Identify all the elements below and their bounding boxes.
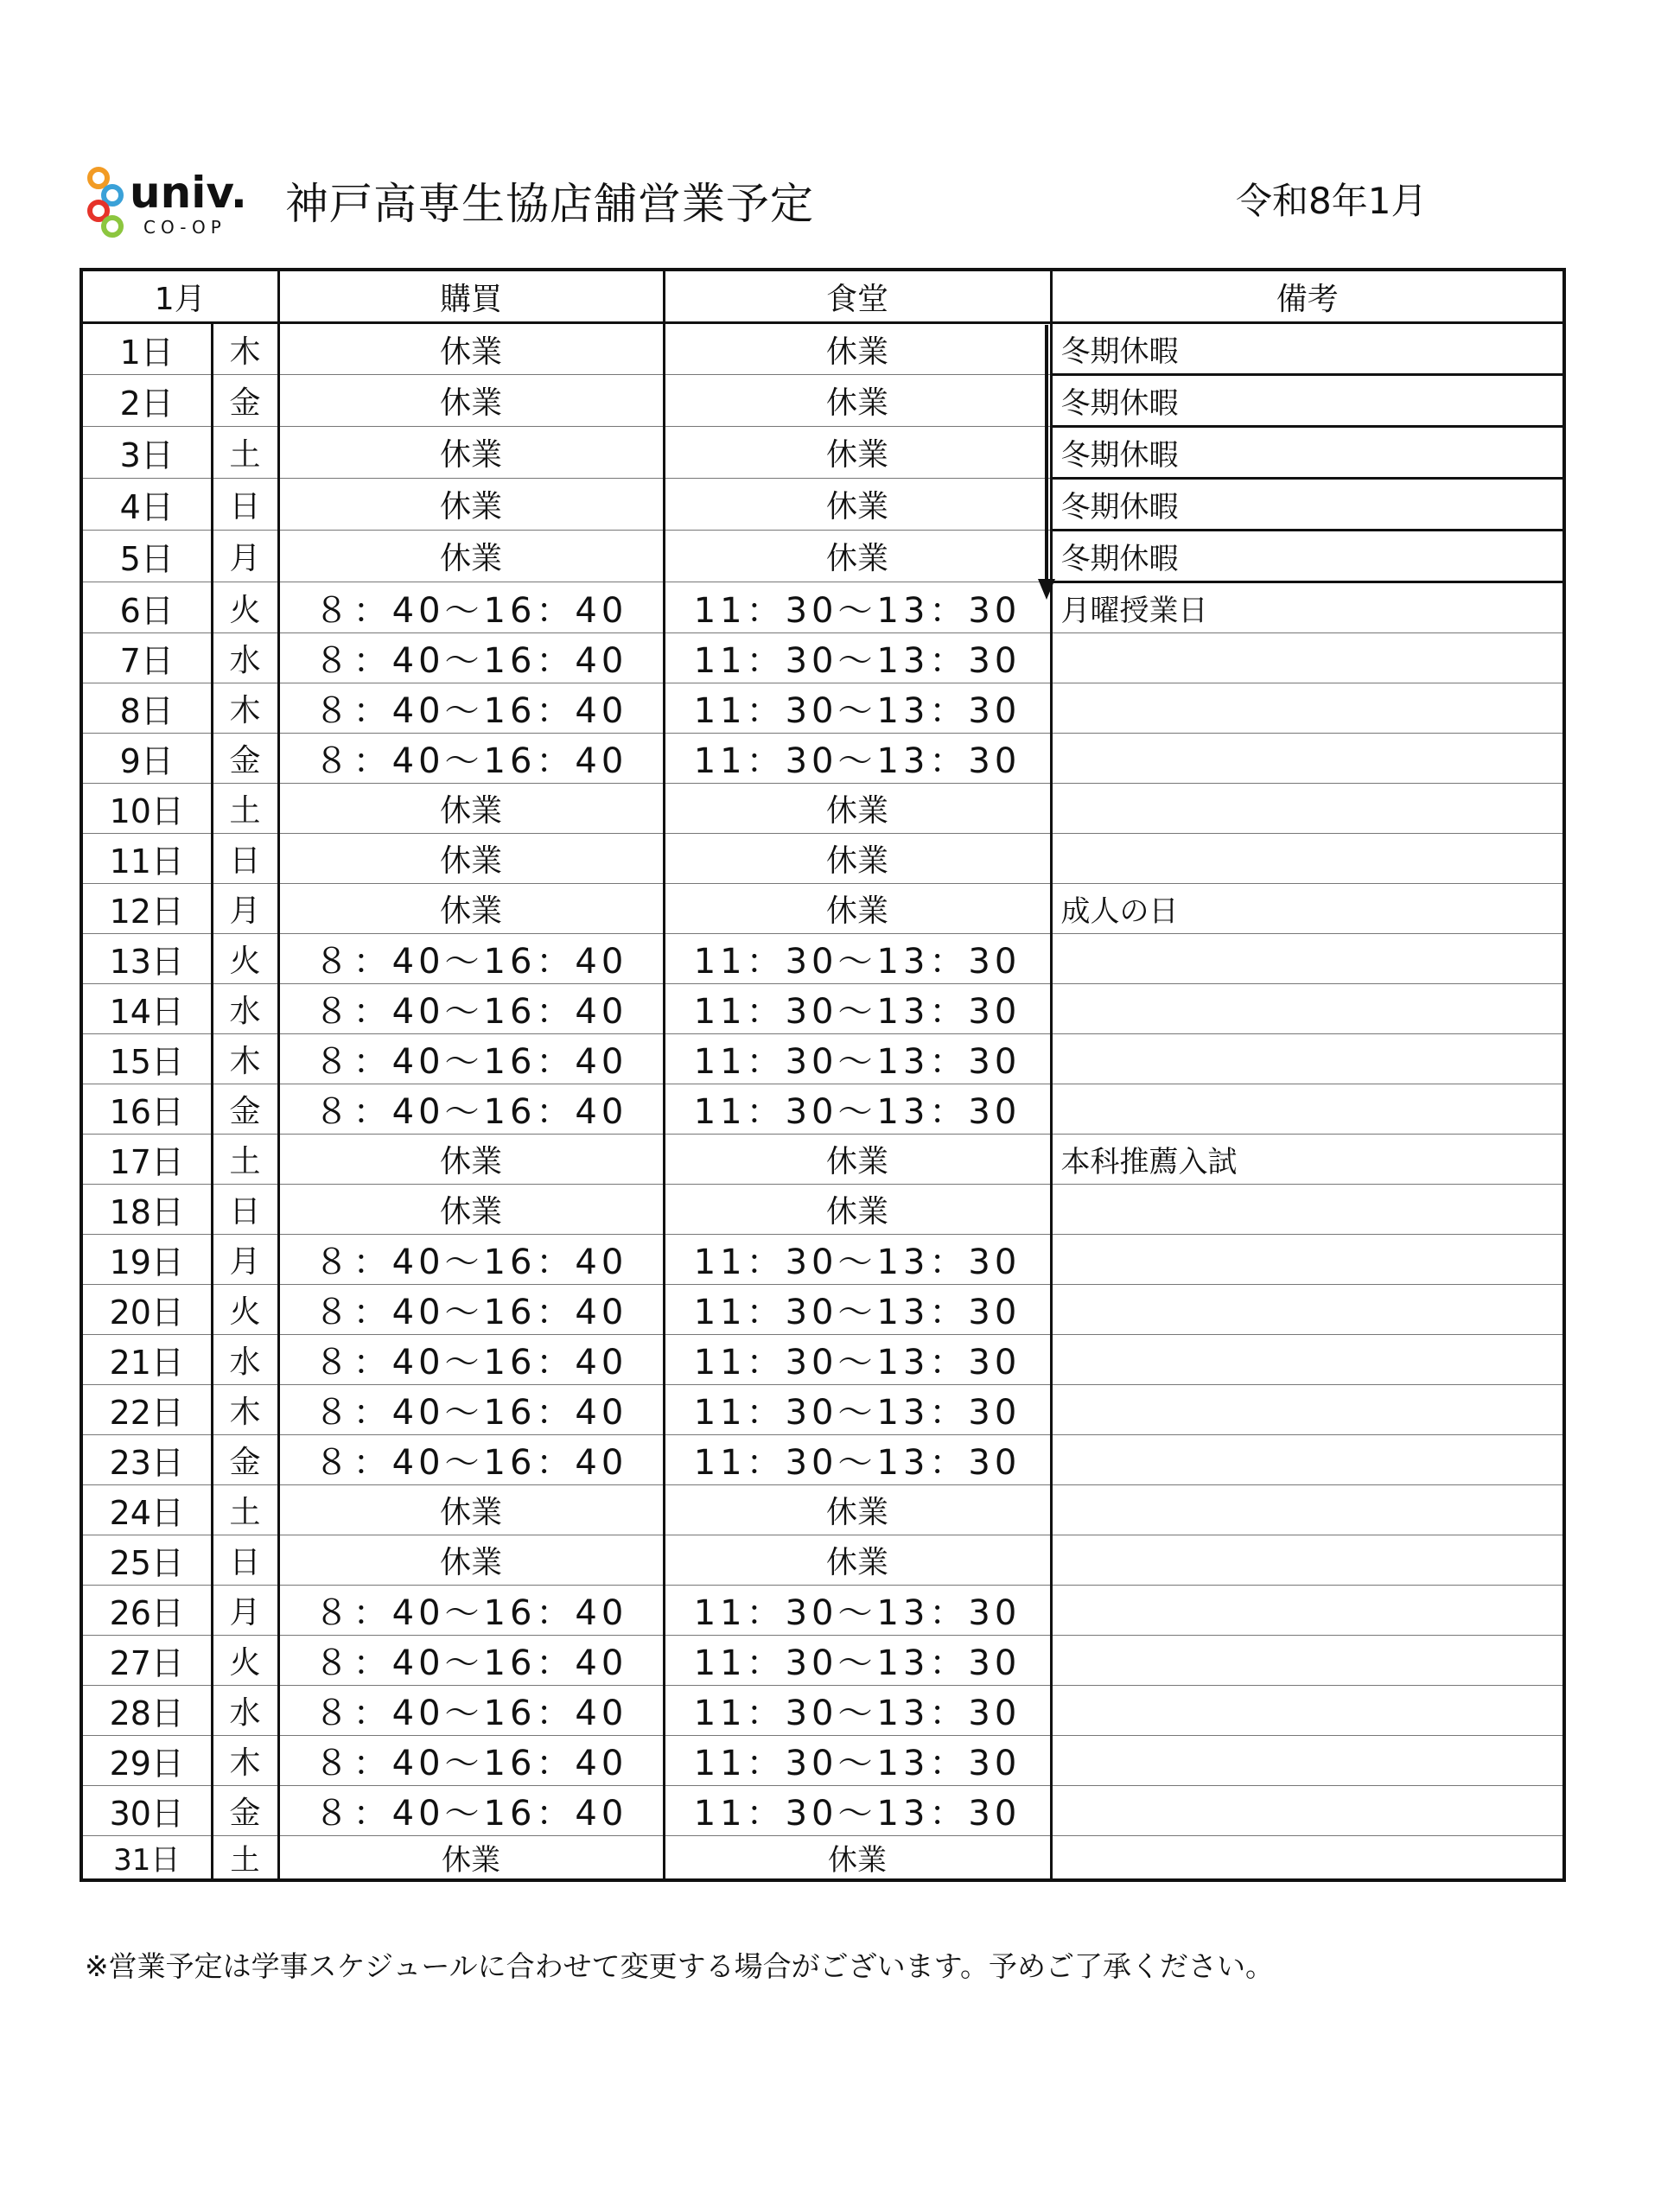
- table-row: [81, 784, 1564, 834]
- row-shop-hours: ８：40～16：40: [278, 1034, 664, 1084]
- row-date: 7日: [81, 633, 212, 683]
- row-shop-hours: ８：40～16：40: [278, 1235, 664, 1285]
- row-date: 5日: [81, 531, 212, 582]
- table-row: [81, 479, 1564, 531]
- table-row: [81, 734, 1564, 784]
- row-shop-hours: 休業: [278, 884, 664, 934]
- row-shop-hours: 休業: [278, 834, 664, 884]
- row-date: 16日: [81, 1084, 212, 1135]
- row-date: 30日: [81, 1786, 212, 1836]
- row-weekday: 日: [212, 1185, 278, 1235]
- row-cafeteria-hours: 11：30～13：30: [664, 1586, 1051, 1636]
- row-date: 26日: [81, 1586, 212, 1636]
- row-cafeteria-hours: 11：30～13：30: [664, 582, 1051, 633]
- row-note: [1051, 984, 1564, 1034]
- row-date: 17日: [81, 1135, 212, 1185]
- row-cafeteria-hours: 11：30～13：30: [664, 1636, 1051, 1686]
- table-row: [81, 1335, 1564, 1385]
- row-note: [1051, 1385, 1564, 1435]
- row-cafeteria-hours: 11：30～13：30: [664, 734, 1051, 784]
- table-row: [81, 1485, 1564, 1535]
- row-date: 10日: [81, 784, 212, 834]
- table-row: [81, 427, 1564, 479]
- row-date: 1日: [81, 323, 212, 375]
- row-note: 冬期休暇: [1051, 479, 1564, 531]
- row-cafeteria-hours: 休業: [664, 1535, 1051, 1586]
- row-weekday: 木: [212, 1034, 278, 1084]
- row-weekday: 火: [212, 934, 278, 984]
- row-weekday: 金: [212, 1084, 278, 1135]
- table-row: [81, 633, 1564, 683]
- table-row: [81, 1435, 1564, 1485]
- table-row: [81, 1535, 1564, 1586]
- table-row: [81, 582, 1564, 633]
- table-row: [81, 1586, 1564, 1636]
- row-shop-hours: 休業: [278, 1135, 664, 1185]
- row-weekday: 月: [212, 531, 278, 582]
- row-shop-hours: ８：40～16：40: [278, 984, 664, 1034]
- univ-coop-logo: [86, 164, 268, 240]
- row-cafeteria-hours: 休業: [664, 1185, 1051, 1235]
- row-weekday: 火: [212, 1636, 278, 1686]
- logo-text-sub: CO-OP: [143, 217, 226, 238]
- row-shop-hours: ８：40～16：40: [278, 1335, 664, 1385]
- row-cafeteria-hours: 11：30～13：30: [664, 683, 1051, 734]
- table-row: [81, 1686, 1564, 1736]
- row-date: 9日: [81, 734, 212, 784]
- row-cafeteria-hours: 休業: [664, 427, 1051, 479]
- row-cafeteria-hours: 休業: [664, 531, 1051, 582]
- row-note: [1051, 1786, 1564, 1836]
- table-row: [81, 323, 1564, 375]
- row-note: 成人の日: [1051, 884, 1564, 934]
- table-row: [81, 375, 1564, 427]
- row-note: [1051, 1736, 1564, 1786]
- row-shop-hours: ８：40～16：40: [278, 1385, 664, 1435]
- logo-circle-red: [90, 202, 107, 219]
- schedule-month: 令和8年1月: [1236, 180, 1428, 222]
- row-weekday: 金: [212, 1435, 278, 1485]
- row-weekday: 日: [212, 479, 278, 531]
- row-weekday: 水: [212, 984, 278, 1034]
- row-cafeteria-hours: 11：30～13：30: [664, 1285, 1051, 1335]
- row-date: 22日: [81, 1385, 212, 1435]
- row-cafeteria-hours: 11：30～13：30: [664, 1736, 1051, 1786]
- footer-note: ※営業予定は学事スケジュールに合わせて変更する場合がございます。予めご了承ください。: [85, 1949, 1275, 1983]
- row-weekday: 火: [212, 582, 278, 633]
- row-cafeteria-hours: 11：30～13：30: [664, 1034, 1051, 1084]
- row-weekday: 木: [212, 1736, 278, 1786]
- table-row: [81, 1185, 1564, 1235]
- row-weekday: 金: [212, 1786, 278, 1836]
- table-row: [81, 1285, 1564, 1335]
- schedule-table: [80, 268, 1566, 1882]
- row-weekday: 日: [212, 1535, 278, 1586]
- row-cafeteria-hours: 休業: [664, 1135, 1051, 1185]
- row-weekday: 月: [212, 1586, 278, 1636]
- row-weekday: 月: [212, 884, 278, 934]
- row-date: 11日: [81, 834, 212, 884]
- row-note: 冬期休暇: [1051, 375, 1564, 427]
- row-cafeteria-hours: 11：30～13：30: [664, 1686, 1051, 1736]
- row-shop-hours: 休業: [278, 1185, 664, 1235]
- table-row: [81, 1736, 1564, 1786]
- row-note: [1051, 633, 1564, 683]
- page-title: 神戸高専生協店舗営業予定: [285, 179, 814, 229]
- row-date: 12日: [81, 884, 212, 934]
- row-weekday: 木: [212, 323, 278, 375]
- row-weekday: 木: [212, 683, 278, 734]
- row-note: [1051, 1485, 1564, 1535]
- row-shop-hours: ８：40～16：40: [278, 582, 664, 633]
- row-weekday: 木: [212, 1385, 278, 1435]
- row-cafeteria-hours: 休業: [664, 375, 1051, 427]
- row-cafeteria-hours: 11：30～13：30: [664, 1335, 1051, 1385]
- row-shop-hours: ８：40～16：40: [278, 1636, 664, 1686]
- row-date: 27日: [81, 1636, 212, 1686]
- row-date: 13日: [81, 934, 212, 984]
- row-shop-hours: 休業: [278, 375, 664, 427]
- row-weekday: 火: [212, 1285, 278, 1335]
- row-shop-hours: ８：40～16：40: [278, 1084, 664, 1135]
- row-shop-hours: ８：40～16：40: [278, 1435, 664, 1485]
- row-date: 29日: [81, 1736, 212, 1786]
- row-shop-hours: 休業: [278, 479, 664, 531]
- row-date: 8日: [81, 683, 212, 734]
- row-date: 23日: [81, 1435, 212, 1485]
- row-note: [1051, 1535, 1564, 1586]
- logo-circle-blue: [104, 187, 121, 204]
- table-row: [81, 834, 1564, 884]
- row-note: [1051, 834, 1564, 884]
- row-note: [1051, 1586, 1564, 1636]
- table-row: [81, 934, 1564, 984]
- table-row: [81, 531, 1564, 582]
- row-note: [1051, 1836, 1564, 1881]
- row-cafeteria-hours: 11：30～13：30: [664, 1786, 1051, 1836]
- row-cafeteria-hours: 休業: [664, 784, 1051, 834]
- row-shop-hours: ８：40～16：40: [278, 1285, 664, 1335]
- row-date: 18日: [81, 1185, 212, 1235]
- row-cafeteria-hours: 11：30～13：30: [664, 984, 1051, 1034]
- down-arrow-icon: [1038, 325, 1055, 601]
- table-row: [81, 1135, 1564, 1185]
- row-shop-hours: 休業: [278, 427, 664, 479]
- row-cafeteria-hours: 休業: [664, 1485, 1051, 1535]
- row-cafeteria-hours: 11：30～13：30: [664, 1235, 1051, 1285]
- row-shop-hours: ８：40～16：40: [278, 1686, 664, 1736]
- row-shop-hours: ８：40～16：40: [278, 734, 664, 784]
- row-note: 冬期休暇: [1051, 323, 1564, 375]
- row-note: [1051, 683, 1564, 734]
- row-note: [1051, 1235, 1564, 1285]
- row-shop-hours: 休業: [278, 1535, 664, 1586]
- row-weekday: 日: [212, 834, 278, 884]
- row-date: 4日: [81, 479, 212, 531]
- table-row: [81, 683, 1564, 734]
- row-shop-hours: ８：40～16：40: [278, 1736, 664, 1786]
- logo-circle-green: [104, 218, 121, 235]
- row-cafeteria-hours: 休業: [664, 479, 1051, 531]
- row-note: [1051, 1285, 1564, 1335]
- logo-text-main: univ.: [130, 168, 247, 218]
- row-weekday: 土: [212, 1135, 278, 1185]
- row-date: 6日: [81, 582, 212, 633]
- row-cafeteria-hours: 11：30～13：30: [664, 633, 1051, 683]
- row-date: 3日: [81, 427, 212, 479]
- row-note: [1051, 1034, 1564, 1084]
- row-date: 28日: [81, 1686, 212, 1736]
- row-shop-hours: 休業: [278, 531, 664, 582]
- row-note: [1051, 734, 1564, 784]
- table-row: [81, 1636, 1564, 1686]
- row-shop-hours: ８：40～16：40: [278, 683, 664, 734]
- table-header-row: [81, 270, 1564, 323]
- row-date: 21日: [81, 1335, 212, 1385]
- row-date: 31日: [81, 1836, 212, 1881]
- row-date: 14日: [81, 984, 212, 1034]
- row-note: [1051, 1185, 1564, 1235]
- table-row: [81, 1235, 1564, 1285]
- row-note: [1051, 1636, 1564, 1686]
- row-weekday: 水: [212, 1686, 278, 1736]
- row-weekday: 土: [212, 1836, 278, 1881]
- row-weekday: 水: [212, 1335, 278, 1385]
- row-cafeteria-hours: 11：30～13：30: [664, 1385, 1051, 1435]
- row-cafeteria-hours: 11：30～13：30: [664, 1084, 1051, 1135]
- row-weekday: 月: [212, 1235, 278, 1285]
- row-date: 2日: [81, 375, 212, 427]
- header-notes: 備考: [1051, 270, 1564, 323]
- table-row: [81, 1786, 1564, 1836]
- row-date: 19日: [81, 1235, 212, 1285]
- row-weekday: 土: [212, 784, 278, 834]
- row-cafeteria-hours: 休業: [664, 1836, 1051, 1881]
- row-note: [1051, 1084, 1564, 1135]
- row-note: 冬期休暇: [1051, 427, 1564, 479]
- table-row: [81, 884, 1564, 934]
- row-cafeteria-hours: 11：30～13：30: [664, 934, 1051, 984]
- row-weekday: 金: [212, 375, 278, 427]
- row-note: 冬期休暇: [1051, 531, 1564, 582]
- row-cafeteria-hours: 休業: [664, 323, 1051, 375]
- row-note: 月曜授業日: [1051, 582, 1564, 633]
- table-row: [81, 1385, 1564, 1435]
- row-note: [1051, 1686, 1564, 1736]
- row-date: 20日: [81, 1285, 212, 1335]
- table-row: [81, 1084, 1564, 1135]
- row-weekday: 金: [212, 734, 278, 784]
- row-date: 24日: [81, 1485, 212, 1535]
- row-note: [1051, 1435, 1564, 1485]
- row-shop-hours: 休業: [278, 1836, 664, 1881]
- row-cafeteria-hours: 休業: [664, 884, 1051, 934]
- row-cafeteria-hours: 11：30～13：30: [664, 1435, 1051, 1485]
- row-weekday: 土: [212, 427, 278, 479]
- row-shop-hours: 休業: [278, 323, 664, 375]
- row-note: 本科推薦入試: [1051, 1135, 1564, 1185]
- row-note: [1051, 1335, 1564, 1385]
- schedule-body: [81, 323, 1564, 1881]
- row-date: 25日: [81, 1535, 212, 1586]
- row-shop-hours: ８：40～16：40: [278, 934, 664, 984]
- header-cafeteria: 食堂: [664, 270, 1051, 323]
- header-shop: 購買: [278, 270, 664, 323]
- table-row: [81, 1034, 1564, 1084]
- row-shop-hours: ８：40～16：40: [278, 633, 664, 683]
- row-weekday: 土: [212, 1485, 278, 1535]
- header-month: 1月: [81, 270, 278, 323]
- row-note: [1051, 934, 1564, 984]
- row-note: [1051, 784, 1564, 834]
- row-cafeteria-hours: 休業: [664, 834, 1051, 884]
- row-shop-hours: 休業: [278, 1485, 664, 1535]
- row-shop-hours: ８：40～16：40: [278, 1586, 664, 1636]
- row-shop-hours: ８：40～16：40: [278, 1786, 664, 1836]
- logo-circle-orange: [90, 169, 107, 187]
- row-date: 15日: [81, 1034, 212, 1084]
- row-shop-hours: 休業: [278, 784, 664, 834]
- table-row: [81, 1836, 1564, 1881]
- table-row: [81, 984, 1564, 1034]
- row-weekday: 水: [212, 633, 278, 683]
